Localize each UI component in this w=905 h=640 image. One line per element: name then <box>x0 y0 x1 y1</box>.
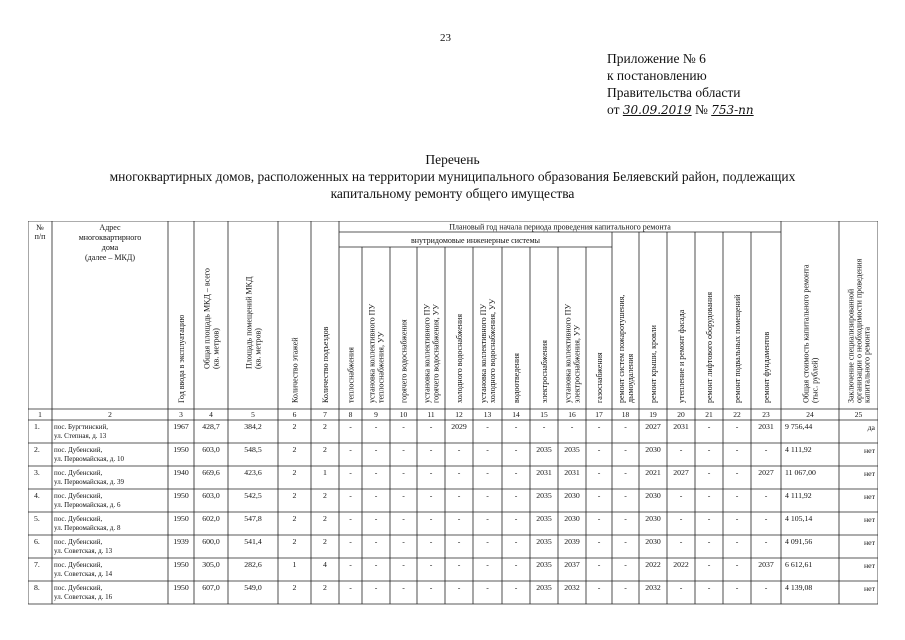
row-plan-year: - <box>764 514 768 523</box>
row-value: 2 <box>323 583 327 592</box>
row-plan-year: - <box>402 491 405 500</box>
row-plan-year: 2027 <box>673 468 689 477</box>
header-area-total: (кв. метров) <box>211 328 221 369</box>
row-plan-year: - <box>429 491 433 500</box>
row-value: 547,8 <box>244 514 262 523</box>
row-plan-year: - <box>764 491 768 500</box>
row-plan-year: - <box>707 491 711 500</box>
column-number: 9 <box>374 410 378 419</box>
row-plan-year: - <box>707 514 711 523</box>
row-value: 541,4 <box>244 537 262 546</box>
row-plan-year: - <box>707 422 711 431</box>
row-conclusion: да <box>867 423 875 432</box>
row-plan-year: - <box>707 560 711 569</box>
row-plan-year: - <box>597 537 601 546</box>
header-planned-year: Плановый год начала периода проведения капитального ремонта <box>449 222 671 232</box>
row-value: 2 <box>323 491 327 500</box>
row-value: 600,0 <box>202 537 220 546</box>
row-plan-year: - <box>514 491 518 500</box>
row-plan-year: - <box>764 583 768 592</box>
row-plan-year: 2032 <box>645 583 661 592</box>
column-number: 8 <box>348 410 353 419</box>
appendix-block <box>607 50 754 119</box>
row-plan-year: - <box>514 537 518 546</box>
header-conclusion: капитального ремонта <box>862 326 872 403</box>
row-value: 2 <box>292 468 297 477</box>
row-plan-year: 2031 <box>536 468 552 477</box>
row-value: 1950 <box>173 583 189 592</box>
row-plan-year: - <box>429 422 433 431</box>
appendix-line-3: Правительства области <box>607 85 741 100</box>
row-value: 603,0 <box>202 445 220 454</box>
row-cost: 11 067,00 <box>785 468 816 477</box>
row-plan-year: 2027 <box>645 422 661 431</box>
row-plan-year: - <box>735 583 739 592</box>
row-value: 1939 <box>173 537 189 546</box>
row-plan-year: 2035 <box>536 583 552 592</box>
row-conclusion: нет <box>863 515 875 524</box>
row-plan-year: 2022 <box>673 560 689 569</box>
row-plan-year: 2035 <box>536 514 552 523</box>
row-address: ул. Степная, д. 13 <box>54 432 107 440</box>
row-value: 2 <box>292 583 297 592</box>
row-plan-year: - <box>402 422 405 431</box>
row-plan-year: - <box>374 583 378 592</box>
row-value: 282,6 <box>244 560 262 569</box>
row-plan-year: 2037 <box>564 560 580 569</box>
header-work: утепление и ремонт фасада <box>677 309 686 403</box>
row-value: 542,5 <box>244 491 262 500</box>
row-plan-year: - <box>707 468 711 477</box>
row-plan-year: - <box>402 514 405 523</box>
row-plan-year: - <box>349 560 352 569</box>
from-label: от <box>607 102 620 117</box>
row-plan-year: - <box>374 445 378 454</box>
header-no: п/п <box>34 232 46 241</box>
column-number: 2 <box>108 410 112 419</box>
row-plan-year: - <box>486 583 489 592</box>
header-area-total: Общая площадь МКД – всего <box>202 268 212 369</box>
row-value: 2 <box>292 514 297 523</box>
row-value: 1 <box>323 468 327 477</box>
row-number: 1. <box>34 422 40 431</box>
row-cost: 4 139,08 <box>785 583 813 592</box>
row-value: 1967 <box>173 422 189 431</box>
row-plan-year: - <box>429 445 433 454</box>
row-plan-year: - <box>349 468 352 477</box>
column-number: 11 <box>427 410 435 419</box>
row-conclusion: нет <box>863 538 875 547</box>
header-area-rooms: Площадь помещений МКД <box>244 276 254 369</box>
number-label: № <box>694 102 708 117</box>
row-plan-year: - <box>735 445 739 454</box>
appendix-date-line <box>607 101 754 119</box>
row-cost: 9 756,44 <box>785 422 813 431</box>
row-plan-year: 2029 <box>451 422 467 431</box>
row-plan-year: - <box>457 514 461 523</box>
header-work: ремонт лифтового оборудования <box>705 291 714 403</box>
row-number: 8. <box>34 583 40 592</box>
row-value: 1940 <box>173 468 189 477</box>
row-number: 4. <box>34 491 40 500</box>
row-plan-year: 2030 <box>564 491 580 500</box>
row-value: 548,5 <box>244 445 262 454</box>
row-plan-year: 2035 <box>564 445 580 454</box>
row-address: пос. Дубенский, <box>54 492 103 500</box>
row-plan-year: - <box>374 537 378 546</box>
row-cost: 6 612,61 <box>785 560 813 569</box>
header-cost: Общая стоимость капитального ремонта <box>801 264 811 403</box>
row-plan-year: - <box>514 514 518 523</box>
row-value: 2 <box>292 422 297 431</box>
header-system: установка коллективного ПУ <box>563 303 573 403</box>
row-plan-year: - <box>624 422 627 431</box>
appendix-line-1: Приложение № 6 <box>607 51 706 66</box>
row-plan-year: - <box>735 468 739 477</box>
row-plan-year: - <box>457 537 461 546</box>
row-address: ул. Первомайская, д. 8 <box>54 524 121 532</box>
row-plan-year: - <box>679 583 683 592</box>
header-work: ремонт систем пожаротушения, <box>617 294 626 403</box>
column-number: 7 <box>323 410 327 419</box>
header-work: ремонт фундаментов <box>762 331 771 403</box>
row-conclusion: нет <box>863 446 875 455</box>
row-plan-year: - <box>570 422 574 431</box>
row-plan-year: - <box>735 560 739 569</box>
row-plan-year: 2031 <box>564 468 580 477</box>
row-value: 4 <box>323 560 327 569</box>
row-plan-year: - <box>429 560 433 569</box>
header-address: Адрес <box>99 223 121 232</box>
row-plan-year: 2030 <box>645 445 661 454</box>
row-plan-year: - <box>402 537 405 546</box>
row-address: пос. Дубенский, <box>54 515 103 523</box>
row-plan-year: - <box>374 468 378 477</box>
title-line-3: капитальному ремонту общего имущества <box>330 186 575 201</box>
row-plan-year: 2030 <box>564 514 580 523</box>
header-system: теплоснабжения <box>346 347 356 403</box>
column-number: 21 <box>705 410 713 419</box>
row-plan-year: 2030 <box>645 491 661 500</box>
row-plan-year: - <box>597 468 601 477</box>
row-value: 602,0 <box>202 514 220 523</box>
header-conclusion: Заключение специализированной <box>846 288 856 403</box>
row-value: 1950 <box>173 445 189 454</box>
row-plan-year: - <box>402 583 405 592</box>
row-plan-year: - <box>679 514 683 523</box>
row-plan-year: - <box>349 422 352 431</box>
row-plan-year: - <box>764 537 768 546</box>
row-plan-year: - <box>597 514 601 523</box>
header-address: дома <box>101 243 119 252</box>
column-number: 3 <box>179 410 183 419</box>
row-value: 607,0 <box>202 583 220 592</box>
header-work: ремонт крыши, кровли <box>649 325 658 403</box>
row-plan-year: - <box>374 491 378 500</box>
row-value: 549,0 <box>244 583 262 592</box>
header-system: холодного водоснабжения <box>455 313 464 403</box>
row-address: ул. Советская, д. 16 <box>54 593 113 601</box>
row-value: 2 <box>323 445 327 454</box>
row-plan-year: - <box>707 537 711 546</box>
header-area-rooms: (кв. метров) <box>253 328 263 369</box>
header-system: установка коллективного ПУ <box>367 303 377 403</box>
row-plan-year: - <box>349 583 352 592</box>
header-system: электроснабжения, УУ <box>572 324 582 403</box>
row-address: пос. Дубенский, <box>54 584 103 592</box>
row-value: 428,7 <box>202 422 220 431</box>
column-number: 13 <box>483 410 492 419</box>
row-plan-year: - <box>402 445 405 454</box>
header-system: горячего водоснабжения <box>399 319 409 403</box>
row-plan-year: 2031 <box>758 422 774 431</box>
column-number: 5 <box>251 410 255 419</box>
row-plan-year: - <box>624 491 627 500</box>
row-value: 2 <box>323 537 327 546</box>
header-conclusion: организации о необходимости проведения <box>854 258 864 403</box>
row-plan-year: - <box>679 537 683 546</box>
column-number: 16 <box>568 410 576 419</box>
column-number: 10 <box>399 410 408 419</box>
row-plan-year: - <box>597 583 601 592</box>
row-address: ул. Первомайская, д. 6 <box>54 501 121 509</box>
row-value: 1950 <box>173 514 189 523</box>
row-plan-year: - <box>486 422 489 431</box>
row-plan-year: 2022 <box>645 560 661 569</box>
header-system: установка коллективного ПУ <box>422 303 432 403</box>
header-address: (далее – МКД) <box>84 253 136 262</box>
row-value: 603,0 <box>202 491 220 500</box>
header-system: электроснабжения <box>540 340 549 403</box>
row-plan-year: - <box>349 537 352 546</box>
row-conclusion: нет <box>863 584 875 593</box>
row-plan-year: - <box>514 583 518 592</box>
column-number: 1 <box>38 410 42 419</box>
row-plan-year: 2021 <box>645 468 661 477</box>
column-number: 17 <box>595 410 603 419</box>
row-plan-year: - <box>679 445 683 454</box>
mkd-table <box>28 221 878 606</box>
row-plan-year: - <box>679 491 683 500</box>
row-value: 2 <box>323 514 327 523</box>
document-title <box>0 151 905 202</box>
row-plan-year: - <box>374 514 378 523</box>
row-plan-year: - <box>429 537 433 546</box>
row-plan-year: - <box>764 445 768 454</box>
header-entrances: Количество подъездов <box>321 326 330 403</box>
row-plan-year: - <box>514 422 518 431</box>
row-plan-year: - <box>597 491 601 500</box>
header-system: водоотведения <box>512 353 521 403</box>
row-plan-year: - <box>402 468 405 477</box>
column-number: 23 <box>762 410 770 419</box>
row-plan-year: - <box>707 445 711 454</box>
row-plan-year: - <box>349 445 352 454</box>
row-plan-year: - <box>486 560 489 569</box>
row-plan-year: - <box>735 514 739 523</box>
row-address: пос. Дубенский, <box>54 561 103 569</box>
row-value: 2 <box>292 491 297 500</box>
row-value: 423,6 <box>244 468 262 477</box>
row-plan-year: - <box>624 445 627 454</box>
row-address: пос. Дубенский, <box>54 538 103 546</box>
row-value: 669,6 <box>202 468 220 477</box>
row-number: 2. <box>34 445 40 454</box>
header-no: № <box>36 223 44 232</box>
row-plan-year: 2030 <box>645 514 661 523</box>
header-system: теплоснабжения, УУ <box>376 331 386 403</box>
header-system: газоснабжения <box>595 352 604 403</box>
header-system: горячего водоснабжения, УУ <box>431 304 441 403</box>
row-number: 3. <box>34 468 40 477</box>
column-number: 24 <box>806 410 814 419</box>
row-conclusion: нет <box>863 469 875 478</box>
column-number: 20 <box>677 410 685 419</box>
header-internal-systems: внутридомовые инженерные системы <box>410 236 541 245</box>
row-plan-year: - <box>349 491 352 500</box>
row-plan-year: - <box>735 537 739 546</box>
row-address: ул. Первомайская, д. 10 <box>54 455 124 463</box>
handwritten-date: 30.09.2019 <box>622 103 692 117</box>
row-address: ул. Советская, д. 13 <box>54 547 113 555</box>
header-floors: Количество этажей <box>290 337 300 403</box>
row-plan-year: 2035 <box>536 445 552 454</box>
row-plan-year: 2031 <box>673 422 689 431</box>
row-address: пос. Бургтинский, <box>54 423 109 431</box>
column-number: 18 <box>621 410 630 419</box>
row-value: 1 <box>292 560 297 569</box>
row-cost: 4 111,92 <box>785 491 812 500</box>
row-plan-year: - <box>457 583 461 592</box>
row-plan-year: - <box>486 445 489 454</box>
row-plan-year: 2032 <box>564 583 580 592</box>
row-plan-year: - <box>486 491 489 500</box>
row-value: 305,0 <box>202 560 220 569</box>
row-cost: 4 111,92 <box>785 445 812 454</box>
header-system: холодного водоснабжения, УУ <box>488 298 497 403</box>
row-plan-year: - <box>597 560 601 569</box>
header-address: многоквартирного <box>78 233 142 242</box>
row-address: ул. Первомайская, д. 39 <box>54 478 124 486</box>
row-plan-year: - <box>707 583 711 592</box>
row-plan-year: - <box>735 491 739 500</box>
row-plan-year: - <box>457 468 461 477</box>
column-number: 25 <box>854 410 863 419</box>
page-number: 23 <box>440 32 451 44</box>
row-plan-year: - <box>457 560 461 569</box>
row-address: ул. Советская, д. 14 <box>54 570 113 578</box>
row-conclusion: нет <box>863 561 875 570</box>
row-plan-year: - <box>597 445 601 454</box>
row-plan-year: - <box>429 583 433 592</box>
header-cost: (тыс. рублей) <box>810 357 820 403</box>
row-plan-year: - <box>457 491 461 500</box>
row-address: пос. Дубенский, <box>54 469 103 477</box>
row-plan-year: - <box>624 537 627 546</box>
row-plan-year: 2035 <box>536 537 552 546</box>
header-year: Год ввода в эксплуатацию <box>177 314 186 403</box>
row-number: 7. <box>34 560 40 569</box>
row-plan-year: 2035 <box>536 491 552 500</box>
row-plan-year: - <box>457 445 461 454</box>
row-plan-year: - <box>349 514 352 523</box>
column-number: 12 <box>455 410 463 419</box>
row-plan-year: - <box>624 560 627 569</box>
header-work: ремонт подвальных помещений <box>733 294 742 403</box>
column-number: 22 <box>733 410 741 419</box>
row-plan-year: - <box>374 422 378 431</box>
column-number: 6 <box>292 410 297 419</box>
header-system: установка коллективного ПУ <box>479 303 488 403</box>
row-number: 6. <box>34 537 40 546</box>
row-plan-year: - <box>514 560 518 569</box>
row-plan-year: - <box>514 468 518 477</box>
row-plan-year: 2030 <box>645 537 661 546</box>
handwritten-number: 753-пп <box>711 103 754 117</box>
row-plan-year: 2035 <box>536 560 552 569</box>
row-value: 2 <box>292 445 297 454</box>
row-plan-year: - <box>374 560 378 569</box>
row-value: 2 <box>292 537 297 546</box>
row-number: 5. <box>34 514 40 523</box>
row-cost: 4 091,56 <box>785 537 813 546</box>
row-conclusion: нет <box>863 492 875 501</box>
row-plan-year: - <box>542 422 546 431</box>
row-plan-year: - <box>624 514 627 523</box>
title-line-2: многоквартирных домов, расположенных на территории муниципального образования Беляевский район, подлежащих <box>109 169 796 184</box>
row-plan-year: - <box>429 514 433 523</box>
row-plan-year: - <box>486 537 489 546</box>
row-value: 1950 <box>173 560 189 569</box>
row-value: 1950 <box>173 491 189 500</box>
row-address: пос. Дубенский, <box>54 446 103 454</box>
row-plan-year: - <box>624 468 627 477</box>
column-number: 19 <box>649 410 657 419</box>
row-plan-year: 2037 <box>758 560 774 569</box>
row-plan-year: - <box>514 445 518 454</box>
row-plan-year: 2027 <box>758 468 774 477</box>
title-line-1: Перечень <box>425 152 480 167</box>
row-plan-year: - <box>597 422 601 431</box>
row-value: 2 <box>323 422 327 431</box>
column-number: 14 <box>512 410 520 419</box>
row-plan-year: 2039 <box>564 537 580 546</box>
header-work: дымоудаления <box>626 353 635 403</box>
column-number: 4 <box>209 410 213 419</box>
row-plan-year: - <box>624 583 627 592</box>
appendix-line-2: к постановлению <box>607 68 707 83</box>
row-plan-year: - <box>402 560 405 569</box>
row-plan-year: - <box>486 468 489 477</box>
column-number: 15 <box>540 410 548 419</box>
row-plan-year: - <box>429 468 433 477</box>
row-value: 384,2 <box>244 422 262 431</box>
row-cost: 4 105,14 <box>785 514 813 523</box>
row-plan-year: - <box>735 422 739 431</box>
row-plan-year: - <box>486 514 489 523</box>
